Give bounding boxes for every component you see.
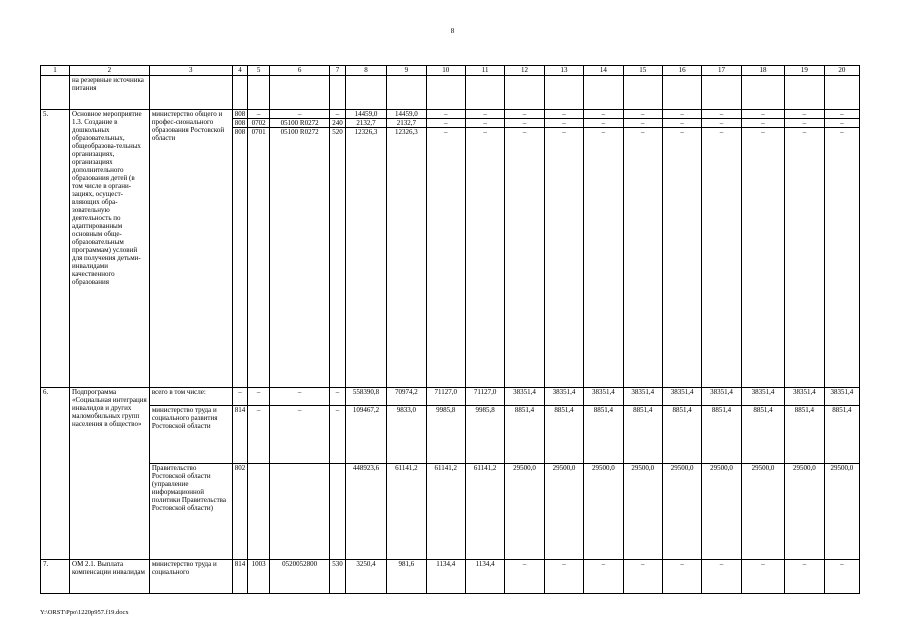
cell: – (505, 119, 544, 128)
table-row (41, 406, 860, 464)
cell: – (270, 406, 330, 464)
cell: 240 (330, 119, 346, 128)
cell: – (505, 560, 544, 594)
cell: 1134,4 (465, 560, 504, 594)
header-cell: 9 (387, 66, 426, 76)
cell (248, 464, 270, 560)
cell: 12326,3 (345, 128, 386, 388)
cell: 808 (232, 119, 248, 128)
cell: 8851,4 (741, 406, 785, 464)
cell: 61141,2 (387, 464, 426, 560)
header-cell: 7 (330, 66, 346, 76)
cell: 8851,4 (505, 406, 544, 464)
cell: – (248, 388, 270, 406)
row-name: на резервные источника питания (70, 76, 150, 110)
cell: – (584, 119, 623, 128)
cell (270, 464, 330, 560)
header-cell: 17 (702, 66, 741, 76)
header-cell: 13 (544, 66, 583, 76)
cell: 0702 (248, 119, 270, 128)
cell: 8851,4 (785, 406, 824, 464)
cell: 1003 (248, 560, 270, 594)
cell: 8851,4 (662, 406, 701, 464)
cell: – (824, 128, 859, 388)
cell: 38351,4 (505, 388, 544, 406)
cell: 61141,2 (465, 464, 504, 560)
cell: 802 (232, 464, 248, 560)
header-cell: 20 (824, 66, 859, 76)
cell: 2132,7 (345, 119, 386, 128)
cell: – (544, 560, 583, 594)
cell: – (330, 110, 346, 119)
cell: – (785, 560, 824, 594)
cell: 29500,0 (584, 464, 623, 560)
header-cell: 2 (70, 66, 150, 76)
cell: – (584, 128, 623, 388)
cell: 38351,4 (824, 388, 859, 406)
cell: – (623, 119, 662, 128)
header-row (41, 66, 860, 76)
cell: 3250,4 (345, 560, 386, 594)
cell: 814 (232, 560, 248, 594)
cell: 1134,4 (426, 560, 465, 594)
cell: 38351,4 (662, 388, 701, 406)
header-cell: 14 (584, 66, 623, 76)
cell: – (662, 128, 701, 388)
cell: – (248, 406, 270, 464)
cell: 38351,4 (623, 388, 662, 406)
cell: – (330, 388, 346, 406)
budget-table (40, 65, 860, 594)
table-row (41, 560, 860, 594)
row-name: Основное мероприятие 1.3. Создание в дошкольных образовательных, общеобразова-тельных организациях, организациях дополнительного образования детей (в том числе в органи-зациях, осущест-вляющих обра-зовательную деятельность по адаптированным основным обще-образовательным программам) условий для получения детьми-инвалидами качественного образования (70, 110, 150, 388)
cell: – (662, 560, 701, 594)
cell: – (824, 119, 859, 128)
cell: 38351,4 (702, 388, 741, 406)
cell: 981,6 (387, 560, 426, 594)
row-responsible: Правительство Ростовской области (управление информационной политики Правительства Ростовской области) (149, 464, 232, 560)
cell: – (741, 128, 785, 388)
cell: 29500,0 (544, 464, 583, 560)
cell: – (623, 128, 662, 388)
table-row (41, 388, 860, 406)
cell: 558390,8 (345, 388, 386, 406)
cell: – (248, 110, 270, 119)
cell: – (702, 560, 741, 594)
table-row (41, 110, 860, 119)
cell: – (232, 388, 248, 406)
cell: 38351,4 (741, 388, 785, 406)
header-cell: 16 (662, 66, 701, 76)
header-cell: 1 (41, 66, 70, 76)
cell: – (544, 119, 583, 128)
cell: – (702, 110, 741, 119)
cell: 8851,4 (544, 406, 583, 464)
cell: 14459,0 (345, 110, 386, 119)
header-cell: 4 (232, 66, 248, 76)
cell: – (544, 128, 583, 388)
cell: 38351,4 (584, 388, 623, 406)
cell: 530 (330, 560, 346, 594)
cell: – (505, 110, 544, 119)
cell: 29500,0 (741, 464, 785, 560)
cell: 0520052800 (270, 560, 330, 594)
cell: 808 (232, 128, 248, 388)
cell: 2132,7 (387, 119, 426, 128)
row-name: Подпрограмма «Социальная интеграция инвалидов и других маломобильных групп населения в общество» (70, 388, 150, 560)
cell: – (623, 110, 662, 119)
header-cell: 10 (426, 66, 465, 76)
table-row (41, 464, 860, 560)
cell: – (544, 110, 583, 119)
row-responsible: министерство труда и социального развития Ростовской области (149, 406, 232, 464)
header-cell: 12 (505, 66, 544, 76)
header-cell: 15 (623, 66, 662, 76)
cell: – (465, 128, 504, 388)
row-number: 5. (41, 110, 70, 388)
cell: 12326,3 (387, 128, 426, 388)
cell: 8851,4 (824, 406, 859, 464)
cell: 520 (330, 128, 346, 388)
cell: 70974,2 (387, 388, 426, 406)
cell: 448923,6 (345, 464, 386, 560)
page-number: 8 (450, 27, 455, 35)
cell: – (465, 110, 504, 119)
cell: – (702, 119, 741, 128)
cell: – (584, 560, 623, 594)
cell: 61141,2 (426, 464, 465, 560)
header-cell: 18 (741, 66, 785, 76)
cell: 38351,4 (785, 388, 824, 406)
cell: 29500,0 (505, 464, 544, 560)
cell: – (662, 119, 701, 128)
cell: 29500,0 (623, 464, 662, 560)
row-responsible: министерство труда и социального (149, 560, 232, 594)
cell: 38351,4 (544, 388, 583, 406)
header-cell: 8 (345, 66, 386, 76)
cell: 8851,4 (584, 406, 623, 464)
row-responsible: министерство общего и профес-сионального образования Ростовской области (149, 110, 232, 388)
cell: – (465, 119, 504, 128)
cell: 29500,0 (785, 464, 824, 560)
cell: – (330, 406, 346, 464)
footer-file-path: Y:\ORST\Ppo\1220p957.f19.docx (40, 609, 129, 616)
cell: 808 (232, 110, 248, 119)
row-number: 7. (41, 560, 70, 594)
cell: – (785, 110, 824, 119)
cell: 14459,0 (387, 110, 426, 119)
cell: 0701 (248, 128, 270, 388)
cell: 814 (232, 406, 248, 464)
table-row (41, 76, 860, 110)
row-responsible: всего в том числе: (149, 388, 232, 406)
cell: 9833,0 (387, 406, 426, 464)
cell: – (824, 560, 859, 594)
header-cell: 19 (785, 66, 824, 76)
cell: – (623, 560, 662, 594)
cell: – (505, 128, 544, 388)
cell: – (426, 119, 465, 128)
header-cell: 6 (270, 66, 330, 76)
header-cell: 11 (465, 66, 504, 76)
header-cell: 3 (149, 66, 232, 76)
cell: 71127,0 (426, 388, 465, 406)
cell: 05100 R0272 (270, 119, 330, 128)
cell (330, 464, 346, 560)
cell: – (741, 110, 785, 119)
row-name: ОМ 2.1. Выплата компенсации инвалидам (70, 560, 150, 594)
row-number: 6. (41, 388, 70, 560)
cell: – (270, 110, 330, 119)
cell: 29500,0 (662, 464, 701, 560)
cell: 71127,0 (465, 388, 504, 406)
cell: – (824, 110, 859, 119)
cell: 109467,2 (345, 406, 386, 464)
cell: – (270, 388, 330, 406)
cell: – (584, 110, 623, 119)
header-cell: 5 (248, 66, 270, 76)
cell: 9985,8 (465, 406, 504, 464)
cell: 8851,4 (623, 406, 662, 464)
cell: – (702, 128, 741, 388)
cell: – (426, 110, 465, 119)
cell: – (662, 110, 701, 119)
cell: – (785, 119, 824, 128)
cell: – (785, 128, 824, 388)
cell: – (741, 560, 785, 594)
cell: 29500,0 (702, 464, 741, 560)
cell: 9985,8 (426, 406, 465, 464)
cell: – (426, 128, 465, 388)
cell: 8851,4 (702, 406, 741, 464)
cell: 05100 R0272 (270, 128, 330, 388)
cell: 29500,0 (824, 464, 859, 560)
cell: – (741, 119, 785, 128)
